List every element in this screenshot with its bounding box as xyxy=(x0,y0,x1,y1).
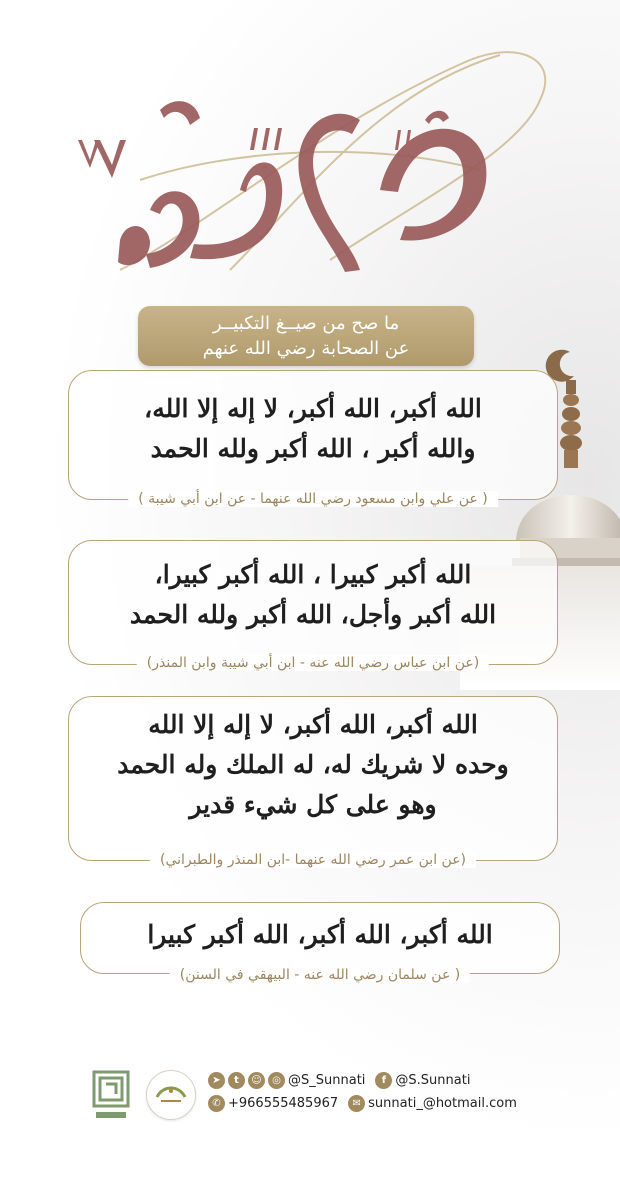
whatsapp-icon[interactable]: ✆ xyxy=(208,1095,225,1112)
takbir-card-3 xyxy=(68,696,558,868)
takbir-line: وحده لا شريك له، له الملك وله الحمد xyxy=(117,750,509,779)
email-address[interactable]: sunnati_@hotmail.com xyxy=(368,1096,517,1111)
takbir-card-1 xyxy=(68,370,558,507)
snapchat-icon[interactable]: ☺ xyxy=(248,1072,265,1089)
subtitle-line-2: عن الصحابة رضي الله عنهم xyxy=(202,338,410,359)
takbir-text xyxy=(81,903,559,955)
takbir-text xyxy=(69,541,557,635)
instagram-icon[interactable]: ◎ xyxy=(268,1072,285,1089)
facebook-handle[interactable]: @S.Sunnati xyxy=(395,1073,471,1088)
social-row-2 xyxy=(208,1095,527,1112)
takbir-text xyxy=(69,697,557,825)
takbir-source: ( عن سلمان رضي الله عنه - البيهقي في السنن) xyxy=(170,967,470,983)
subtitle-line-1: ما صح من صيــغ التكبيــر xyxy=(212,313,400,334)
takbir-line: وهو على كل شيء قدير xyxy=(189,790,437,819)
takbir-line: والله أكبر ، الله أكبر ولله الحمد xyxy=(150,434,476,463)
social-handle[interactable]: @S_Sunnati xyxy=(288,1073,366,1088)
takbir-text xyxy=(69,371,557,469)
takbir-line: الله أكبر وأجل، الله أكبر ولله الحمد xyxy=(129,600,497,629)
subtitle-badge xyxy=(138,306,474,366)
takbir-line: الله أكبر، الله أكبر، الله أكبر كبيرا xyxy=(147,920,493,949)
takbir-source: (عن ابن عباس رضي الله عنه - ابن أبي شيبة وابن المنذر) xyxy=(137,655,489,671)
takbir-card-4 xyxy=(80,902,560,983)
takbir-card-2 xyxy=(68,540,558,671)
takbir-source: ( عن علي وابن مسعود رضي الله عنهما - عن ابن أبي شيبة ) xyxy=(128,491,498,507)
facebook-icon[interactable]: f xyxy=(375,1072,392,1089)
takbir-line: الله أكبر، الله أكبر، لا إله إلا الله xyxy=(148,710,478,739)
calligraphy-title xyxy=(0,0,620,320)
footer xyxy=(0,1050,620,1140)
telegram-icon[interactable]: ➤ xyxy=(208,1072,225,1089)
social-row-1 xyxy=(208,1072,480,1089)
whatsapp-number[interactable]: +966555485967 xyxy=(228,1096,339,1111)
sunnati-logo xyxy=(146,1070,196,1120)
email-icon[interactable]: ✉ xyxy=(348,1095,365,1112)
twitter-icon[interactable]: t xyxy=(228,1072,245,1089)
takbir-line: الله أكبر، الله أكبر، لا إله إلا الله، xyxy=(144,394,482,423)
takbir-line: الله أكبر كبيرا ، الله أكبر كبيرا، xyxy=(154,560,472,589)
takbir-source: (عن ابن عمر رضي الله عنهما -ابن المنذر والطبراني) xyxy=(150,852,476,868)
dalail-logo xyxy=(88,1066,134,1124)
